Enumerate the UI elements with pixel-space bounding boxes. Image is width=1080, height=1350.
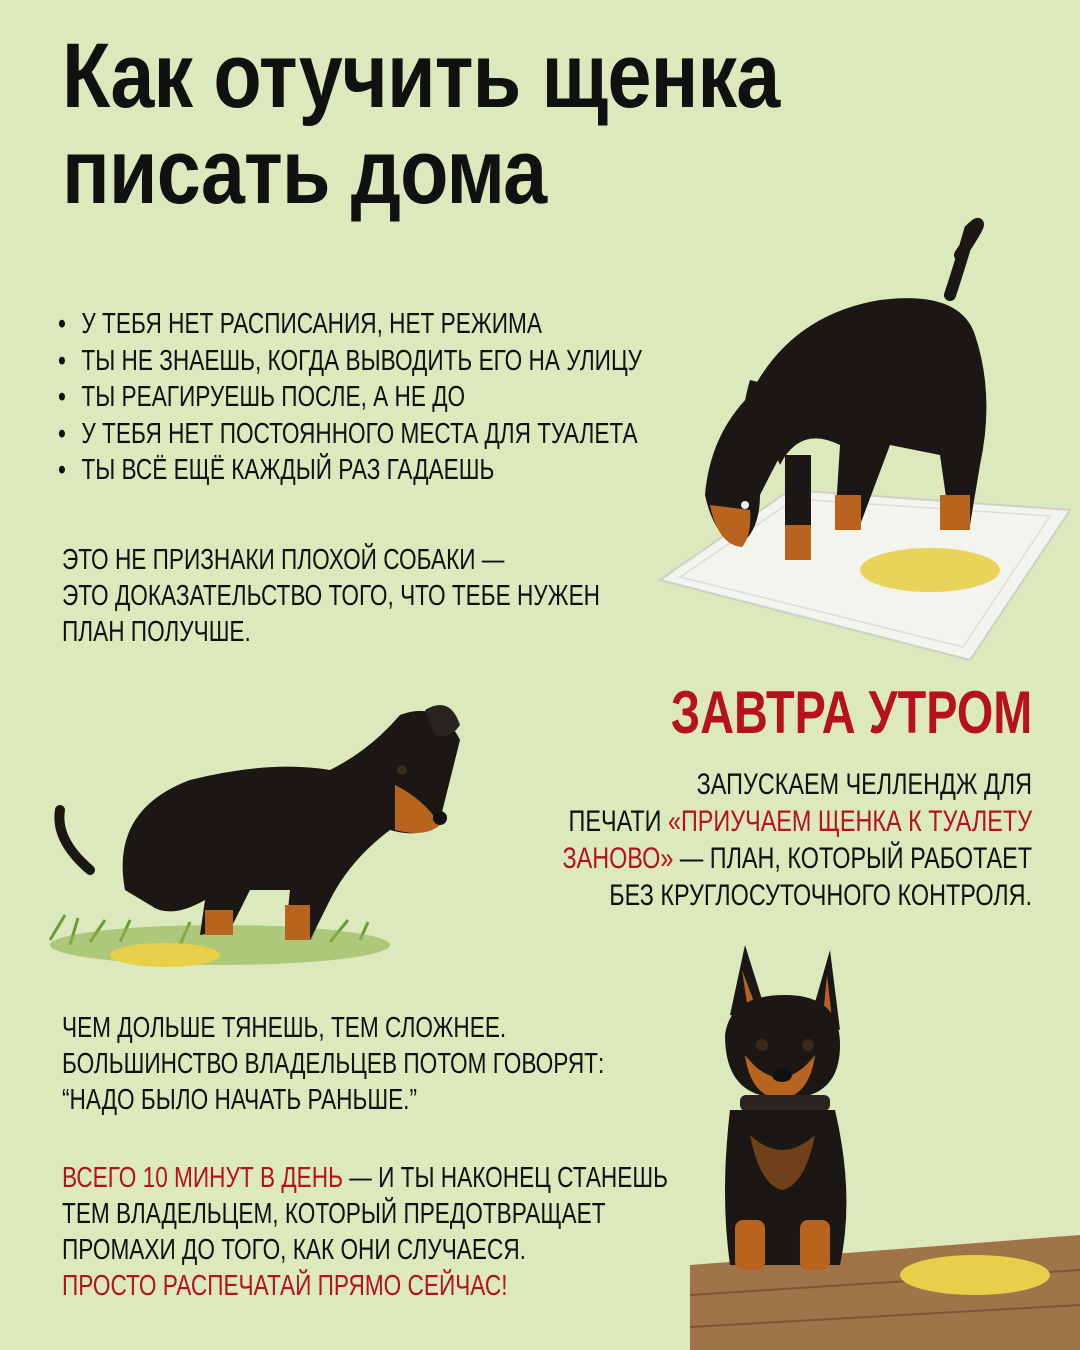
list-item: • У ТЕБЯ НЕТ РАСПИСАНИЯ, НЕТ РЕЖИМА [58, 306, 642, 343]
challenge-line: ПЕЧАТИ «ПРИУЧАЕМ ЩЕНКА К ТУАЛЕТУ [568, 805, 1032, 838]
cta-paragraph [62, 1160, 668, 1304]
proof-line: ЭТО НЕ ПРИЗНАКИ ПЛОХОЙ СОБАКИ — [62, 544, 505, 576]
challenge-line: ЗАНОВО» — ПЛАН, КОТОРЫЙ РАБОТАЕТ [562, 842, 1032, 875]
cta-line: ПРОМАХИ ДО ТОГО, КАК ОНИ СЛУЧАЕСЯ. [62, 1234, 526, 1266]
list-item: • ТЫ ВСЁ ЕЩЁ КАЖДЫЙ РАЗ ГАДАЕШЬ [58, 452, 642, 489]
list-item: • У ТЕБЯ НЕТ ПОСТОЯННОГО МЕСТА ДЛЯ ТУАЛЕТА [58, 416, 642, 453]
tomorrow-heading: ЗАВТРА УТРОМ [670, 679, 1032, 746]
challenge-name-highlight: «ПРИУЧАЕМ ЩЕНКА К ТУАЛЕТУ [667, 805, 1032, 838]
puppy-sitting-illustration [690, 935, 1080, 1350]
puddle [900, 1255, 1050, 1295]
challenge-paragraph [562, 766, 1032, 914]
title-line-2: писать дома [62, 121, 547, 223]
cta-line: ТЕМ ВЛАДЕЛЬЦЕМ, КОТОРЫЙ ПРЕДОТВРАЩАЕТ [62, 1198, 606, 1230]
challenge-line: БЕЗ КРУГЛОСУТОЧНОГО КОНТРОЛЯ. [609, 879, 1032, 912]
warning-quote: “НАДО БЫЛО НАЧАТЬ РАНЬШЕ.” [62, 1084, 417, 1116]
puddle [110, 943, 220, 967]
puppy-sniffing-pad-illustration [640, 205, 1080, 665]
list-item: • ТЫ НЕ ЗНАЕШЬ, КОГДА ВЫВОДИТЬ ЕГО НА УЛИЦУ [58, 343, 642, 380]
cta-line: ВСЕГО 10 МИНУТ В ДЕНЬ — И ТЫ НАКОНЕЦ СТАНЕШЬ [62, 1162, 668, 1194]
warning-line: БОЛЬШИНСТВО ВЛАДЕЛЬЦЕВ ПОТОМ ГОВОРЯТ: [62, 1048, 605, 1080]
collar [740, 1095, 830, 1111]
title-line-1: Как отучить щенка [62, 25, 780, 127]
print-now-callout: ПРОСТО РАСПЕЧАТАЙ ПРЯМО СЕЙЧАС! [62, 1270, 508, 1302]
page-title [62, 25, 905, 223]
puddle [860, 548, 1000, 592]
problem-list [58, 306, 642, 489]
warning-paragraph [62, 1010, 604, 1118]
challenge-line: ЗАПУСКАЕМ ЧЕЛЛЕНДЖ ДЛЯ [696, 768, 1032, 801]
challenge-name-highlight: ЗАНОВО» [562, 842, 674, 875]
proof-line: ПЛАН ПОЛУЧШЕ. [62, 616, 251, 648]
proof-line: ЭТО ДОКАЗАТЕЛЬСТВО ТОГО, ЧТО ТЕБЕ НУЖЕН [62, 580, 600, 612]
time-highlight: ВСЕГО 10 МИНУТ В ДЕНЬ [62, 1162, 343, 1194]
puppy-squatting-grass-illustration [30, 690, 470, 980]
warning-line: ЧЕМ ДОЛЬШЕ ТЯНЕШЬ, ТЕМ СЛОЖНЕЕ. [62, 1012, 507, 1044]
list-item: • ТЫ РЕАГИРУЕШЬ ПОСЛЕ, А НЕ ДО [58, 379, 642, 416]
proof-paragraph [62, 542, 600, 650]
